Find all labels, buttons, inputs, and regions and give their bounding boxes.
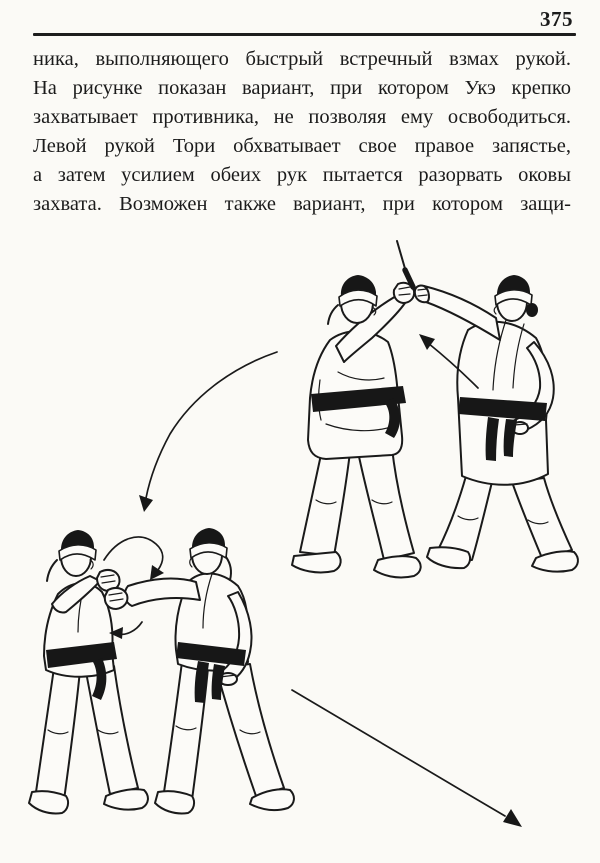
defender-grabbing-wrist [415, 275, 578, 572]
martial-arts-illustration [0, 230, 600, 863]
attacker-with-knife [292, 241, 421, 577]
arrow-transition-curve [139, 352, 277, 512]
figure-bottom-pair [29, 528, 294, 813]
figure-top-pair [292, 241, 578, 577]
arrow-pull-left [109, 622, 142, 639]
paragraph-line: а затем усилием обеих рук пытается разорвать оковы [33, 164, 571, 186]
paragraph-line: ника, выполняющего быстрый встречный взмах рукой. [33, 48, 571, 70]
paragraph-line: На рисунке показан вариант, при котором Укэ крепко [33, 77, 571, 99]
defender-clasping-hands [29, 530, 148, 813]
page-number: 375 [540, 7, 573, 31]
header-rule [33, 33, 576, 36]
paragraph-line: Левой рукой Тори обхватывает свое правое запястье, [33, 135, 571, 157]
knife-icon [397, 241, 413, 287]
arrow-bottom-exit [292, 690, 522, 827]
paragraph [33, 45, 571, 219]
paragraph-line: захватывает противника, не позволяя ему освободиться. [33, 106, 571, 128]
paragraph-line: захвата. Возможен также вариант, при котором защи- [33, 193, 571, 215]
